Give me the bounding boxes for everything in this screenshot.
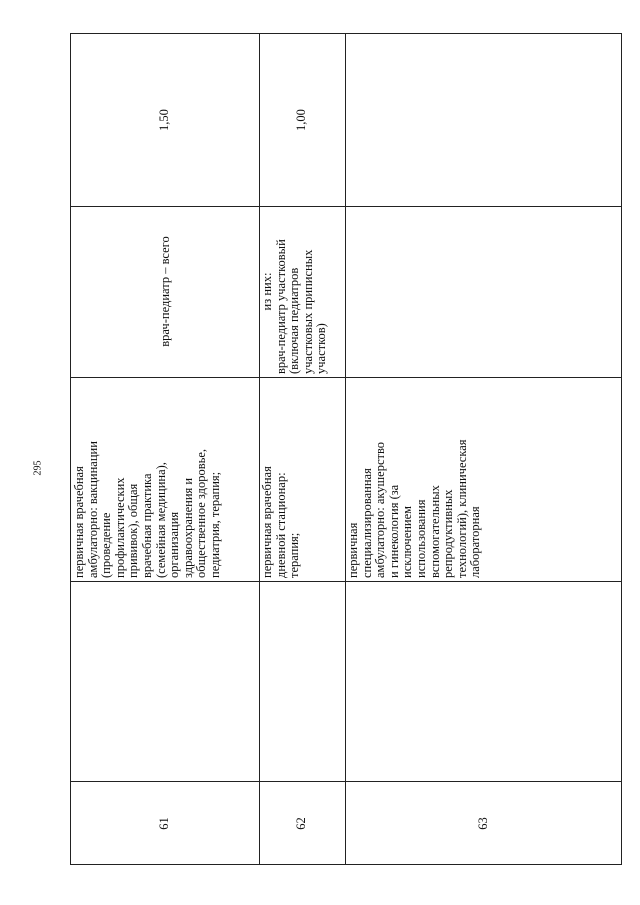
row-61-service-line: здравоохранения и — [180, 477, 195, 578]
row-62-value-cell — [259, 34, 345, 206]
row-61-service-line: амбулаторно: вакцинации — [85, 441, 100, 578]
row-61-service-line: врачебная практика — [139, 473, 154, 578]
row-63-number-cell — [345, 781, 623, 866]
row-61-position-cell — [71, 206, 259, 377]
row-62-number: 62 — [294, 817, 309, 830]
row-63-position-cell — [345, 206, 623, 377]
row-63-service-line: исключением — [400, 505, 415, 578]
row-61-service-line: первичная врачебная — [72, 466, 86, 578]
row-62-position-line: участковых приписных — [300, 249, 315, 374]
row-61-position-line: врач-педиатр – всего — [158, 236, 172, 347]
row-62-position-line: участков) — [314, 323, 329, 374]
row-63-number: 63 — [476, 817, 491, 830]
row-61-service-line: (семейная медицина), — [153, 462, 168, 578]
row-61-service-cell — [71, 377, 259, 581]
row-63-service-line: специализированная — [359, 468, 374, 578]
row-63-service-line: и гинекология (за — [386, 484, 401, 578]
row-62-position-line: (включая педиатров — [287, 267, 302, 374]
row-63-service-line: использования — [413, 499, 428, 578]
row-62-service-line: первичная врачебная — [260, 466, 274, 578]
row-62-position-line: врач-педиатр участковый — [273, 239, 288, 374]
row-61-service-line: организация — [167, 511, 182, 578]
row-61-blank-cell — [71, 581, 259, 781]
row-63-service-line: технологий), клиническая — [454, 439, 469, 578]
row-61-number-cell — [71, 781, 259, 866]
row-62-position-cell — [259, 206, 345, 377]
row-63-service-line: первичная — [346, 522, 360, 578]
row-63-service-cell — [345, 377, 623, 581]
row-62-value: 1,00 — [294, 109, 309, 131]
row-61-service-line: прививок), общая — [126, 483, 141, 578]
row-61-value-cell — [71, 34, 259, 206]
row-63-service-line: вспомогательных — [427, 485, 442, 578]
row-62-number-cell — [259, 781, 345, 866]
row-63-value-cell — [345, 34, 623, 206]
row-61-service-line: (проведение — [99, 512, 114, 578]
row-61-number: 61 — [157, 817, 172, 830]
row-63-blank-cell — [345, 581, 623, 781]
document-table — [70, 33, 622, 865]
row-62-blank-cell — [259, 581, 345, 781]
row-62-service-line: терапия; — [287, 532, 302, 578]
row-63-service-line: амбулаторно: акушерство — [373, 441, 388, 578]
row-62-service-cell — [259, 377, 345, 581]
page-number: 295 — [32, 460, 44, 476]
row-61-value: 1,50 — [157, 109, 172, 131]
row-61-service-line: профилактических — [112, 477, 127, 578]
row-62-position-line: из них: — [260, 272, 274, 311]
row-63-service-line: лабораторная — [468, 506, 483, 578]
row-62-service-line: дневной стационар: — [273, 472, 288, 578]
row-61-service-line: педиатрия, терапия; — [207, 471, 222, 578]
row-61-service-line: общественное здоровье, — [194, 448, 209, 578]
row-63-service-line: репродуктивных — [441, 489, 456, 578]
